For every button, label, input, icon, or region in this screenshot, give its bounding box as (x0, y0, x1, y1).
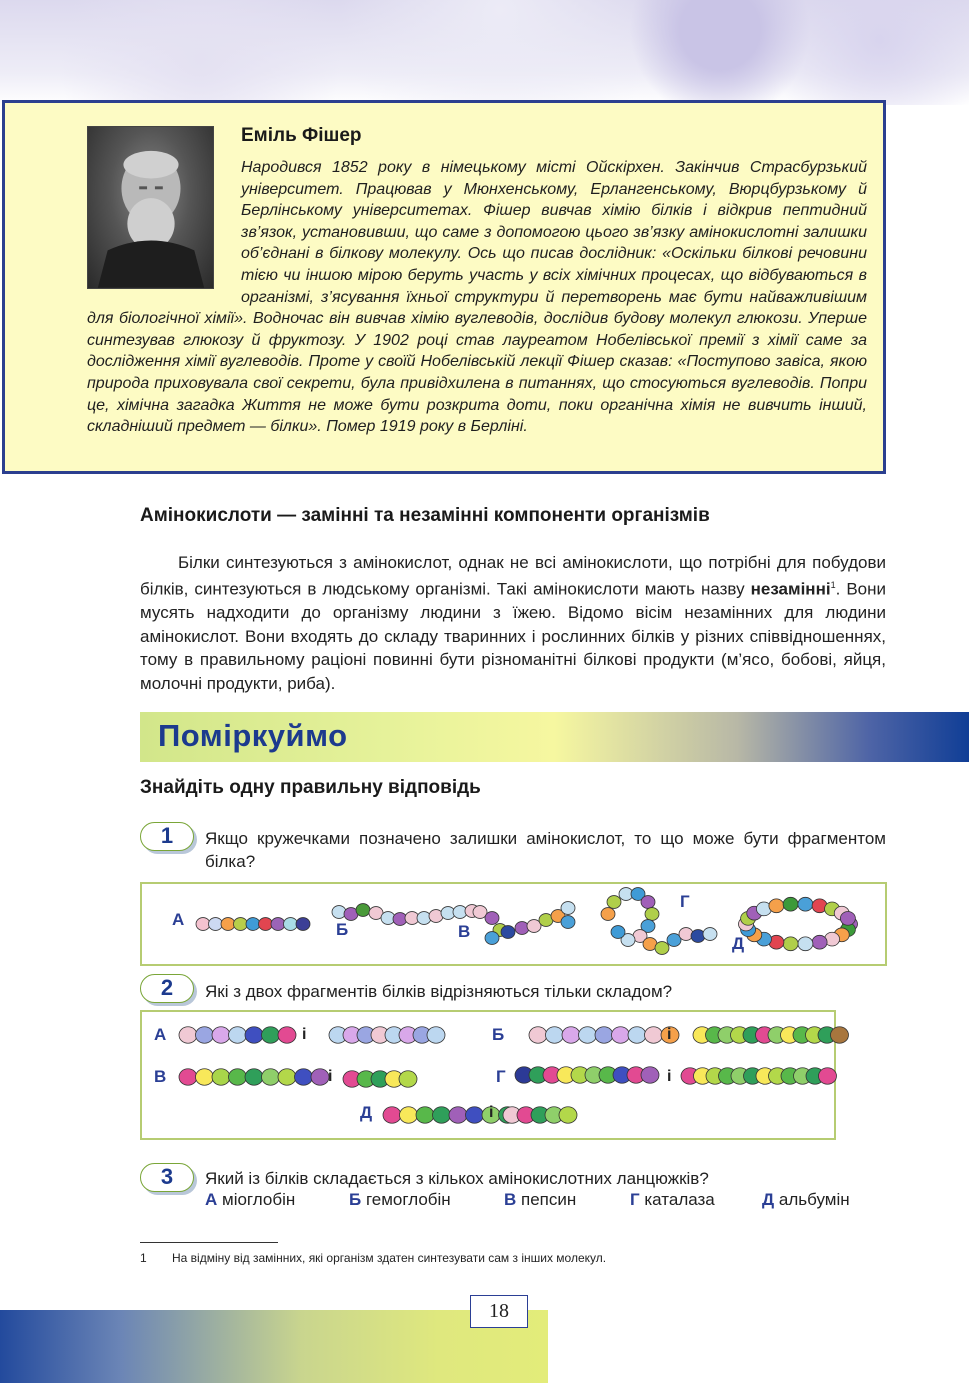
amino-acid-bead (296, 918, 310, 931)
amino-acid-bead (831, 1027, 849, 1044)
q2-b-chain-2 (692, 1024, 832, 1046)
amino-acid-bead (245, 1027, 263, 1044)
q2-g-and: і (667, 1068, 672, 1085)
amino-acid-bead (311, 1069, 329, 1086)
question-2-panel (140, 1010, 836, 1140)
amino-acid-bead (595, 1027, 613, 1044)
amino-acid-bead (332, 906, 346, 919)
q2-g-chain-2 (680, 1065, 840, 1087)
text-wrap-spacer (87, 157, 241, 293)
amino-acid-bead (561, 916, 575, 929)
amino-acid-bead (179, 1027, 197, 1044)
amino-acid-bead (246, 918, 260, 931)
answer-b (349, 1190, 451, 1210)
option-g-label: Г (680, 892, 690, 911)
amino-acid-bead (212, 1069, 230, 1086)
amino-acid-bead (449, 1107, 467, 1124)
chain-d (738, 896, 858, 952)
amino-acid-bead (628, 1027, 646, 1044)
amino-acid-bead (229, 1027, 247, 1044)
answer-v (504, 1190, 576, 1210)
answer-b-letter: Б (349, 1190, 362, 1209)
amino-acid-bead (641, 1067, 659, 1084)
chain-a (196, 914, 316, 934)
bio-text (87, 157, 867, 438)
amino-acid-bead (819, 1068, 837, 1085)
question-3-text: Який із білків складається з кількох амінокислотних ланцюжків? (205, 1169, 709, 1188)
amino-acid-bead (295, 1069, 313, 1086)
amino-acid-bead (196, 918, 210, 931)
amino-acid-bead (562, 1027, 580, 1044)
amino-acid-bead (400, 1107, 418, 1124)
q2-a-and: і (302, 1026, 307, 1043)
chain-g (604, 888, 716, 960)
amino-acid-bead (262, 1027, 280, 1044)
question-2-number: 2 (140, 974, 194, 1003)
amino-acid-bead (284, 918, 298, 931)
amino-acid-bead (561, 902, 575, 915)
amino-acid-bead (679, 928, 693, 941)
amino-acid-bead (271, 918, 285, 931)
answer-d-text: альбумін (778, 1190, 850, 1209)
amino-acid-bead (383, 1107, 401, 1124)
amino-acid-bead (485, 912, 499, 925)
amino-acid-bead (611, 926, 625, 939)
answer-v-letter: В (504, 1190, 517, 1209)
amino-acid-bead (840, 911, 855, 925)
chain-v (472, 898, 582, 944)
q2-v-chain-1 (178, 1066, 328, 1088)
amino-acid-bead (179, 1069, 197, 1086)
para-part-1: Білки синтезуються з амінокислот, однак не всі амінокислоти, що потрібні для побудови білків, синтезуються в людському організмі. Такі амінокислоти мають назву (140, 553, 886, 600)
amino-acid-bead (221, 918, 235, 931)
amino-acid-bead (703, 928, 717, 941)
question-1-text: Якщо кружечками позначено залишки амінокислот, то що може бути фрагментом білка? (205, 829, 886, 872)
amino-acid-bead (259, 918, 273, 931)
answer-g (630, 1190, 715, 1210)
section-paragraph (140, 551, 886, 695)
amino-acid-bead (645, 908, 659, 921)
para-part-2: . Вони мусять надходити до організму людини з їжею. Відомо вісім незамінних для людини амінокислот. Вони входять до складу тваринних і рослинних білків у різних співвідношеннях, тому в правильному раціоні повинні бути різноманітні білкові продукти (м’ясо, бобові, яйця, молочні продукти, риба). (140, 580, 886, 693)
amino-acid-bead (798, 897, 813, 911)
think-banner (140, 712, 969, 762)
option-b-label: Б (336, 920, 349, 939)
q2-b-and: і (667, 1026, 672, 1043)
option-a-label: А (172, 910, 185, 929)
amino-acid-bead (769, 899, 784, 913)
answer-a (205, 1190, 295, 1210)
amino-acid-bead (466, 1107, 484, 1124)
amino-acid-bead (601, 908, 615, 921)
question-1-number: 1 (140, 822, 194, 851)
amino-acid-bead (196, 1027, 214, 1044)
chain-b (334, 902, 454, 932)
q2-v-and: і (328, 1068, 333, 1085)
amino-acid-bead (579, 1027, 597, 1044)
amino-acid-bead (655, 942, 669, 955)
amino-acid-bead (607, 896, 621, 909)
bottom-decorative-bar (0, 1310, 548, 1383)
answer-d-letter: Д (762, 1190, 775, 1209)
amino-acid-bead (529, 1027, 547, 1044)
answer-d (762, 1190, 850, 1210)
footnote-text: На відміну від замінних, які організм здатен синтезувати сам з інших молекул. (172, 1251, 607, 1265)
q2-a-chain-2 (328, 1024, 468, 1046)
amino-acid-bead (196, 1069, 214, 1086)
amino-acid-bead (278, 1027, 296, 1044)
amino-acid-bead (417, 912, 431, 925)
page-number: 18 (470, 1295, 528, 1328)
option-v-label: В (458, 922, 471, 941)
q2-b-chain-1 (528, 1024, 668, 1046)
amino-acid-bead (485, 932, 499, 945)
bio-paragraph: Народився 1852 року в німецькому місті Ойскірхен. Закінчив Страсбурзький університет. Працював у Мюнхенському, Ерлангенському, Вюрцбурзькому й Берлінському університетах. Фішер вивчав хімію білків і відкрив пептидний зв’язок, установивши, що саме з допомогою цього зв’язку амінокислотні залишки об’єднані в білкову молекулу. Ось що писав дослідник: «Оскільки білкові речовини тією чи іншою мірою беруть участь у всіх хімічних процесах, що відбуваються в організмі, з’ясування їхньої структури й перетворень має бути найважливішим для біологічної хімії». Водночас він вивчав хімію вуглеводів, дослідив будову молекул глюкози. Уперше синтезував глюкозу й фруктозу. У 1902 році став лауреатом Нобелівської премії з хімії саме за дослідження хімії вуглеводів. Проте у своїй Нобелівській лекції Фішер сказав: «Поступово завіса, якою природа приховувала свої секрети, була привідхилена в питаннях, що стосуються вуглеводів. Попри це, хімічна загадка Життя не може бути розкрита доти, поки органічна хімія не вивчить інший, складніший предмет — білки». Помер 1919 року в Берліні. (87, 159, 867, 436)
amino-acid-bead (427, 1027, 445, 1044)
question-2-text: Які з двох фрагментів білків відрізняються тільки складом? (205, 982, 673, 1001)
amino-acid-bead (798, 937, 813, 951)
answer-b-text: гемоглобін (365, 1190, 451, 1209)
amino-acid-bead (783, 937, 798, 951)
amino-acid-bead (229, 1069, 247, 1086)
amino-acid-bead (234, 918, 248, 931)
answer-g-text: каталаза (644, 1190, 715, 1209)
option-d-label: Д (732, 934, 745, 953)
amino-acid-bead (641, 896, 655, 909)
amino-acid-bead (559, 1107, 577, 1124)
q2-g-label: Г (496, 1067, 506, 1086)
task-heading: Знайдіть одну правильну відповідь (140, 777, 481, 798)
q2-v-label: В (154, 1067, 167, 1086)
amino-acid-bead (612, 1027, 630, 1044)
q2-b-label: Б (492, 1025, 505, 1044)
amino-acid-bead (212, 1027, 230, 1044)
biography-box (2, 100, 886, 474)
amino-acid-bead (262, 1069, 280, 1086)
q2-d-and: і (489, 1104, 494, 1121)
think-title: Поміркуймо (158, 718, 348, 753)
amino-acid-bead (546, 1027, 564, 1044)
amino-acid-bead (501, 926, 515, 939)
amino-acid-bead (691, 930, 705, 943)
question-3-number: 3 (140, 1163, 194, 1192)
amino-acid-bead (245, 1069, 263, 1086)
amino-acid-bead (783, 897, 798, 911)
q2-d-chain-2 (502, 1104, 602, 1126)
q2-g-chain-1 (514, 1064, 674, 1086)
amino-acid-bead (209, 918, 223, 931)
amino-acid-bead (399, 1071, 417, 1088)
amino-acid-bead (515, 922, 529, 935)
amino-acid-bead (433, 1107, 451, 1124)
q2-v-chain-2 (342, 1068, 442, 1090)
amino-acid-bead (812, 935, 827, 949)
q2-d-chain-1 (382, 1104, 522, 1126)
answer-g-letter: Г (630, 1190, 640, 1209)
footnote-mark: 1 (830, 580, 836, 591)
amino-acid-bead (356, 904, 370, 917)
question-1-panel (140, 882, 887, 966)
footnote-number: 1 (140, 1251, 147, 1265)
q2-a-chain-1 (178, 1024, 318, 1046)
top-decorative-background (0, 0, 969, 105)
amino-acid-bead (278, 1069, 296, 1086)
bio-name: Еміль Фішер (241, 125, 362, 146)
amino-acid-bead (645, 1027, 663, 1044)
answer-a-letter: А (205, 1190, 218, 1209)
amino-acid-bead (416, 1107, 434, 1124)
answer-a-text: міоглобін (222, 1190, 296, 1209)
footnote-divider (140, 1242, 278, 1243)
answer-v-text: пепсин (521, 1190, 577, 1209)
bold-term: незамінні (750, 580, 831, 600)
q2-d-label: Д (360, 1103, 373, 1122)
section-heading: Амінокислоти — замінні та незамінні компоненти організмів (140, 505, 710, 526)
q2-a-label: А (154, 1025, 167, 1044)
